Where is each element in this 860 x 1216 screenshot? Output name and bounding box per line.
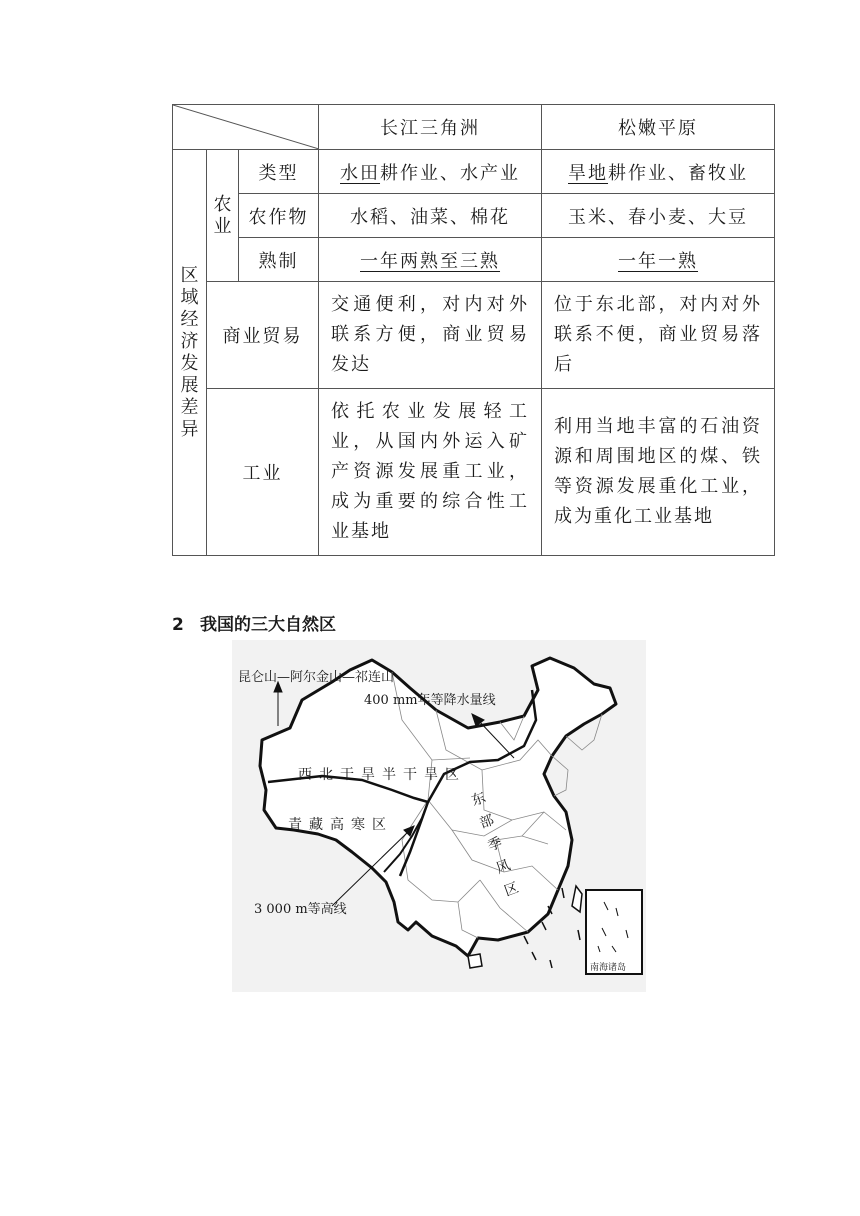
label-south-china-sea-islands: 南海诸岛 [590, 963, 627, 973]
section-heading [172, 610, 336, 635]
cell-yrd-cropping: 一年两熟至三熟 [319, 238, 542, 282]
cell-snp-cropping: 一年一熟 [542, 238, 775, 282]
china-natural-regions-map [232, 640, 646, 992]
row-label-type: 类型 [239, 150, 319, 194]
cell-yrd-industry: 依托农业发展轻工业，从国内外运入矿产资源发展重工业，成为重要的综合性工业基地 [319, 389, 542, 556]
agriculture-label: 农业 [207, 150, 239, 282]
taiwan-island [572, 886, 582, 912]
underlined-text: 旱地 [568, 162, 609, 184]
cell-yrd-type: 水田耕作业、水产业 [319, 150, 542, 194]
diagonal-header-cell [173, 105, 319, 150]
label-contour-3000m: 3 000 m等高线 [254, 902, 347, 917]
label-eastern-monsoon-region: 东部季风区 [469, 787, 528, 900]
cell-yrd-trade: 交通便利，对内对外联系方便，商业贸易发达 [319, 282, 542, 389]
row-label-cropping-system: 熟制 [239, 238, 319, 282]
section-title: 我国的三大自然区 [200, 615, 336, 635]
row-label-trade: 商业贸易 [207, 282, 319, 389]
row-label-crops: 农作物 [239, 194, 319, 238]
column-header-songnen-plain: 松嫩平原 [542, 105, 775, 150]
label-isohyet-400mm: 400 mm年等降水量线 [364, 693, 496, 708]
row-label-industry: 工业 [207, 389, 319, 556]
label-kunlun-mountains: 昆仑山—阿尔金山—祁连山 [238, 670, 395, 685]
comparison-table [172, 104, 775, 556]
hainan-island [468, 954, 482, 968]
underlined-text: 水田 [340, 162, 381, 184]
diagonal-line [173, 105, 319, 149]
group-label-regional-economy: 区域经济发展差异 [173, 150, 207, 556]
cell-snp-trade: 位于东北部，对内对外联系不便，商业贸易落后 [542, 282, 775, 389]
label-qinghai-tibet-region: 青藏高寒区 [288, 817, 393, 833]
cell-snp-crops: 玉米、春小麦、大豆 [542, 194, 775, 238]
section-number: 2 [172, 615, 184, 635]
cell-yrd-crops: 水稻、油菜、棉花 [319, 194, 542, 238]
cell-snp-type: 旱地耕作业、畜牧业 [542, 150, 775, 194]
column-header-yangtze-delta: 长江三角洲 [319, 105, 542, 150]
cell-snp-industry: 利用当地丰富的石油资源和周围地区的煤、铁等资源发展重化工业，成为重化工业基地 [542, 389, 775, 556]
label-northwest-arid-region: 西北干旱半干旱区 [298, 767, 466, 783]
